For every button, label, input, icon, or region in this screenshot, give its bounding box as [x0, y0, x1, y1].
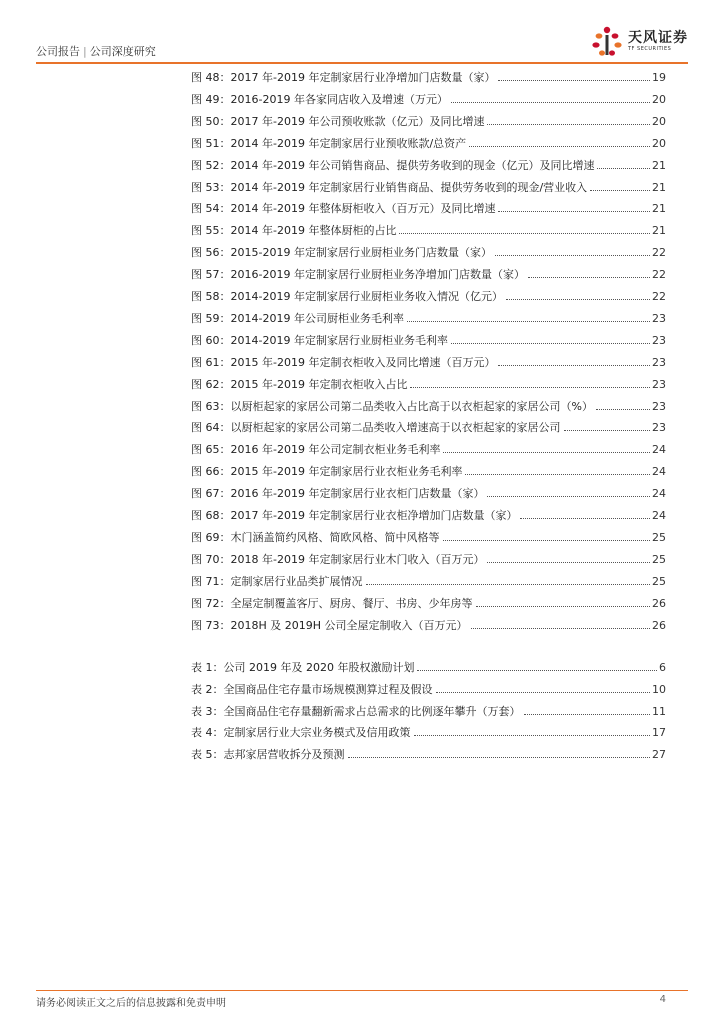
dot-leader [366, 584, 651, 585]
dot-leader [596, 409, 650, 410]
entry-page-number: 10 [652, 682, 666, 696]
entry-title: 图 50：2017 年-2019 年公司预收账款（亿元）及同比增速 [191, 114, 485, 128]
entry-page-number: 20 [652, 136, 666, 150]
entry-title: 图 57：2016-2019 年定制家居行业厨柜业务净增加门店数量（家） [191, 268, 525, 282]
figure-entry[interactable] [191, 594, 666, 610]
dot-leader [399, 233, 650, 234]
dot-leader [564, 430, 651, 431]
entry-page-number: 22 [652, 268, 666, 282]
entry-title: 图 54：2014 年-2019 年整体厨柜收入（百万元）及同比增速 [191, 202, 496, 216]
entry-title: 图 59：2014-2019 年公司厨柜业务毛利率 [191, 311, 404, 325]
table-entry[interactable] [191, 723, 666, 739]
figure-entry[interactable] [191, 243, 666, 259]
figure-entry[interactable] [191, 265, 666, 281]
figure-entry[interactable] [191, 331, 666, 347]
figure-entry[interactable] [191, 221, 666, 237]
figure-entry[interactable] [191, 178, 666, 194]
table-entry[interactable] [191, 745, 666, 761]
entry-title: 图 48：2017 年-2019 年定制家居行业净增加门店数量（家） [191, 71, 496, 84]
entry-page-number: 24 [652, 487, 666, 501]
entry-title: 图 68：2017 年-2019 年定制家居行业衣柜净增加门店数量（家） [191, 509, 518, 522]
entry-page-number: 22 [652, 290, 666, 303]
dot-leader [524, 714, 651, 715]
entry-title: 图 64：以厨柜起家的家居公司第二品类收入增速高于以衣柜起家的家居公司 [191, 421, 561, 435]
entry-title: 图 66：2015 年-2019 年定制家居行业衣柜业务毛利率 [191, 465, 463, 479]
entry-title: 图 62：2015 年-2019 年定制衣柜收入占比 [191, 377, 408, 391]
figure-entry[interactable] [191, 616, 666, 632]
entry-title: 图 56：2015-2019 年定制家居行业厨柜业务门店数量（家） [191, 246, 492, 260]
dot-leader [451, 343, 650, 344]
dot-leader [410, 387, 650, 388]
entry-page-number: 26 [652, 618, 666, 632]
dot-leader [348, 757, 651, 758]
table-entry[interactable] [191, 702, 666, 718]
dot-leader [528, 277, 650, 278]
entry-title: 图 53：2014 年-2019 年定制家居行业销售商品、提供劳务收到的现金/营业收入 [191, 180, 588, 194]
figure-entry[interactable] [191, 506, 666, 522]
report-type [36, 43, 156, 59]
dot-leader [471, 628, 650, 629]
report-subcategory: 公司深度研究 [89, 45, 156, 58]
table-entry[interactable] [191, 680, 666, 696]
logo-chinese-text: 天风证券 [628, 30, 688, 46]
entry-page-number: 25 [652, 552, 666, 566]
entry-page-number: 11 [652, 704, 666, 718]
header-separator: | [83, 45, 87, 58]
entry-page-number: 23 [652, 377, 666, 391]
dot-leader [487, 496, 650, 497]
dot-leader [495, 255, 650, 256]
entry-title: 图 69：木门涵盖简约风格、简欧风格、简中风格等 [191, 530, 440, 544]
entry-page-number: 23 [652, 311, 666, 325]
entry-page-number: 21 [652, 202, 666, 216]
figure-entry[interactable] [191, 90, 666, 106]
entry-page-number: 23 [652, 355, 666, 369]
entry-page-number: 24 [652, 443, 666, 457]
dot-leader [487, 562, 650, 563]
entry-title: 图 55：2014 年-2019 年整体厨柜的占比 [191, 224, 397, 238]
entry-title: 图 63：以厨柜起家的家居公司第二品类收入占比高于以衣柜起家的家居公司（%） [191, 399, 593, 413]
entry-title: 表 3：全国商品住宅存量翻新需求占总需求的比例逐年攀升（万套） [191, 704, 521, 718]
figure-entry[interactable] [191, 550, 666, 566]
logo-english-text: TF SECURITIES [628, 46, 672, 52]
entry-page-number: 19 [652, 71, 666, 84]
figure-entry[interactable] [191, 572, 666, 588]
table-entry[interactable] [191, 658, 666, 674]
figure-entry[interactable] [191, 353, 666, 369]
entry-title: 图 49：2016-2019 年各家同店收入及增速（万元） [191, 92, 448, 106]
figure-entry[interactable] [191, 156, 666, 172]
entry-title: 图 72：全屋定制覆盖客厅、厨房、餐厅、书房、少年房等 [191, 596, 473, 610]
entry-title: 图 51：2014 年-2019 年定制家居行业预收账款/总资产 [191, 136, 467, 150]
entry-page-number: 23 [652, 421, 666, 435]
dot-leader [597, 168, 650, 169]
dot-leader [476, 606, 651, 607]
entry-title: 图 70：2018 年-2019 年定制家居行业木门收入（百万元） [191, 552, 485, 566]
page-number: 4 [659, 994, 666, 1005]
figure-entry[interactable] [191, 199, 666, 215]
entry-page-number: 26 [652, 596, 666, 610]
dot-leader [417, 670, 657, 671]
entry-page-number: 17 [652, 726, 666, 740]
dot-leader [436, 692, 651, 693]
dot-leader [520, 518, 650, 519]
dot-leader [443, 452, 650, 453]
figure-entry[interactable] [191, 484, 666, 500]
figure-entry[interactable] [191, 462, 666, 478]
figure-entry[interactable] [191, 528, 666, 544]
entry-page-number: 21 [652, 224, 666, 238]
report-category: 公司报告 [36, 45, 80, 58]
figure-entry[interactable] [191, 134, 666, 150]
figure-entry[interactable] [191, 375, 666, 391]
entry-page-number: 24 [652, 509, 666, 522]
entry-page-number: 23 [652, 333, 666, 347]
entry-title: 表 5：志邦家居营收拆分及预测 [191, 748, 345, 762]
dot-leader [498, 365, 650, 366]
figure-entry[interactable] [191, 287, 666, 303]
entry-page-number: 6 [659, 661, 666, 674]
entry-title: 表 1：公司 2019 年及 2020 年股权激励计划 [191, 661, 415, 674]
entry-title: 表 2：全国商品住宅存量市场规模测算过程及假设 [191, 682, 433, 696]
figure-entry[interactable] [191, 309, 666, 325]
tf-securities-logo [588, 25, 688, 59]
entry-page-number: 20 [652, 92, 666, 106]
dot-leader [407, 321, 650, 322]
footer-divider [36, 990, 688, 991]
entry-page-number: 23 [652, 399, 666, 413]
dot-leader [506, 299, 650, 300]
figure-entry[interactable] [191, 112, 666, 128]
header-divider [36, 62, 688, 64]
page-header [36, 30, 688, 61]
entry-title: 图 58：2014-2019 年定制家居行业厨柜业务收入情况（亿元） [191, 290, 503, 303]
dot-leader [498, 80, 650, 81]
figure-entry[interactable] [191, 418, 666, 434]
figure-entry[interactable] [191, 397, 666, 413]
disclaimer-text: 请务必阅读正文之后的信息披露和免责申明 [36, 998, 226, 1009]
entry-page-number: 21 [652, 180, 666, 194]
dot-leader [590, 190, 650, 191]
dot-leader [451, 102, 650, 103]
entry-title: 图 61：2015 年-2019 年定制衣柜收入及同比增速（百万元） [191, 355, 496, 369]
figure-entry[interactable] [191, 440, 666, 456]
figure-entry[interactable] [191, 68, 666, 84]
dot-leader [498, 211, 650, 212]
entry-title: 图 67：2016 年-2019 年定制家居行业衣柜门店数量（家） [191, 487, 485, 501]
entry-page-number: 27 [652, 748, 666, 762]
entry-title: 图 52：2014 年-2019 年公司销售商品、提供劳务收到的现金（亿元）及同比增速 [191, 158, 595, 172]
entry-page-number: 21 [652, 158, 666, 172]
entry-page-number: 24 [652, 465, 666, 479]
entry-page-number: 25 [652, 574, 666, 588]
entry-page-number: 22 [652, 246, 666, 260]
entry-page-number: 25 [652, 530, 666, 544]
entry-title: 图 65：2016 年-2019 年公司定制衣柜业务毛利率 [191, 443, 441, 457]
entry-title: 图 60：2014-2019 年定制家居行业厨柜业务毛利率 [191, 333, 448, 347]
entry-title: 图 73：2018H 及 2019H 公司全屋定制收入（百万元） [191, 618, 468, 632]
dot-leader [487, 124, 650, 125]
entry-title: 表 4：定制家居行业大宗业务模式及信用政策 [191, 726, 411, 740]
logo-flower-icon [588, 25, 626, 59]
dot-leader [465, 474, 650, 475]
entry-page-number: 20 [652, 114, 666, 128]
entry-title: 图 71：定制家居行业品类扩展情况 [191, 574, 363, 588]
dot-leader [414, 735, 651, 736]
dot-leader [469, 146, 650, 147]
dot-leader [443, 540, 651, 541]
